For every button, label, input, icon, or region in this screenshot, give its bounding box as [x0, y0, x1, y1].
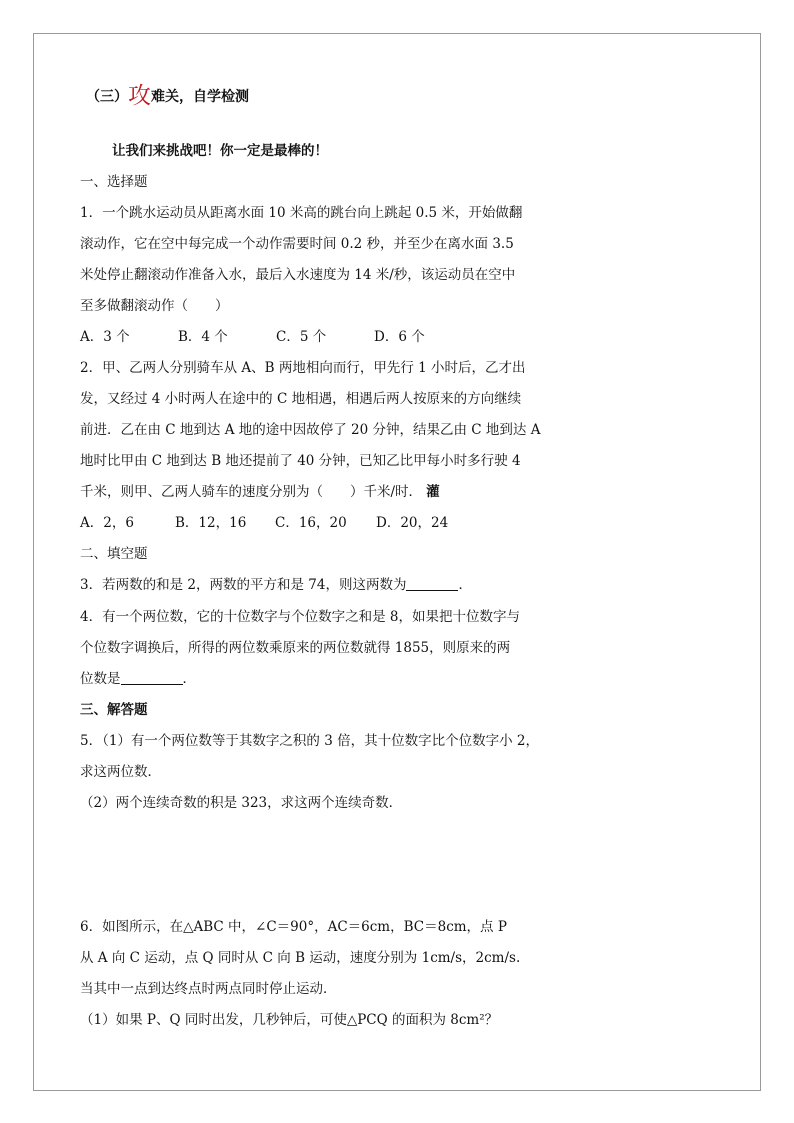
q4-line-1: 4．有一个两位数，它的十位数字与个位数字之和是 8，如果把十位数字与	[80, 609, 520, 625]
q4-line-3	[80, 669, 196, 689]
part2-heading: 二、填空题	[80, 546, 148, 562]
q1-line-3: 米处停止翻滚动作准备入水，最后入水速度为 14 米/秒，该运动员在空中	[80, 267, 516, 283]
q4-last-text: 位数是	[80, 671, 121, 687]
q2-line-5-text: 千米，则甲、乙两人骑车的速度分别为（ ）千米/时．	[80, 484, 423, 500]
q3-line	[80, 575, 472, 595]
q3-end: ．	[458, 577, 472, 593]
q5-line-1: 5．（1）有一个两位数等于其数字之积的 3 倍，其十位数字比个位数字小 2，	[80, 733, 539, 749]
q6-line-2: 从 A 向 C 运动，点 Q 同时从 C 向 B 运动，速度分别为 1cm/s，2cm/s.	[80, 950, 521, 966]
q2-line-4: 地时比甲由 C 地到达 B 地还提前了 40 分钟，已知乙比甲每小时多行驶 4	[80, 453, 521, 469]
q1-line-2: 滚动作，它在空中每完成一个动作需要时间 0.2 秒，并至少在离水面 3.5	[80, 236, 514, 252]
section-title-prefix: （三）	[86, 89, 128, 105]
q5-line-3: （2）两个连续奇数的积是 323，求这两个连续奇数．	[80, 795, 403, 811]
q2-line-5	[80, 482, 440, 502]
q2-option-c: C．16，20	[275, 515, 347, 531]
q2-option-d: D．20，24	[376, 515, 449, 531]
q2-option-a: A．2，6	[80, 515, 134, 531]
q5-line-2: 求这两位数．	[80, 764, 161, 780]
q2-options	[80, 513, 448, 533]
q1-line-1: 1．一个跳水运动员从距离水面 10 米高的跳台向上跳起 0.5 米，开始做翻	[80, 205, 523, 221]
q1-option-d: D．6 个	[374, 329, 425, 345]
q1-options	[80, 327, 425, 347]
q1-line-4: 至多做翻滚动作（ ）	[80, 298, 229, 314]
q4-end: ．	[182, 671, 196, 687]
q2-line-2: 发，又经过 4 小时两人在途中的 C 地相遇，相遇后两人按原来的方向继续	[80, 391, 522, 407]
motto: 让我们来挑战吧！你一定是最棒的！	[112, 143, 328, 159]
q1-option-a: A．3 个	[80, 329, 130, 345]
q6-line-3: 当其中一点到达终点时两点同时停止运动．	[80, 981, 337, 997]
q2-mark: 灌	[426, 484, 440, 500]
q4-line-2: 个位数字调换后，所得的两位数乘原来的两位数就得 1855，则原来的两	[80, 640, 511, 656]
q4-answer-blank[interactable]	[121, 670, 183, 685]
q3-answer-blank[interactable]	[406, 576, 458, 591]
section-title	[86, 83, 249, 109]
section-title-rest: 难关，自学检测	[151, 89, 249, 105]
q2-line-1: 2．甲、乙两人分别骑车从 A、B 两地相向而行，甲先行 1 小时后，乙才出	[80, 360, 526, 376]
q6-line-1: 6．如图所示，在△ABC 中，∠C＝90°，AC＝6cm，BC＝8cm，点 P	[80, 919, 507, 935]
q2-option-b: B．12，16	[175, 515, 247, 531]
q3-text: 3．若两数的和是 2，两数的平方和是 74，则这两数为	[80, 577, 407, 593]
q1-option-b: B．4 个	[178, 329, 228, 345]
section-title-big-char: 攻	[128, 83, 151, 109]
q1-option-c: C．5 个	[276, 329, 327, 345]
part3-heading: 三、解答题	[80, 702, 148, 718]
q2-line-3: 前进．乙在由 C 地到达 A 地的途中因故停了 20 分钟，结果乙由 C 地到达 A	[80, 422, 541, 438]
q6-line-4: （1）如果 P、Q 同时出发，几秒钟后，可使△PCQ 的面积为 8cm²？	[80, 1012, 499, 1028]
part1-heading: 一、选择题	[80, 174, 148, 190]
